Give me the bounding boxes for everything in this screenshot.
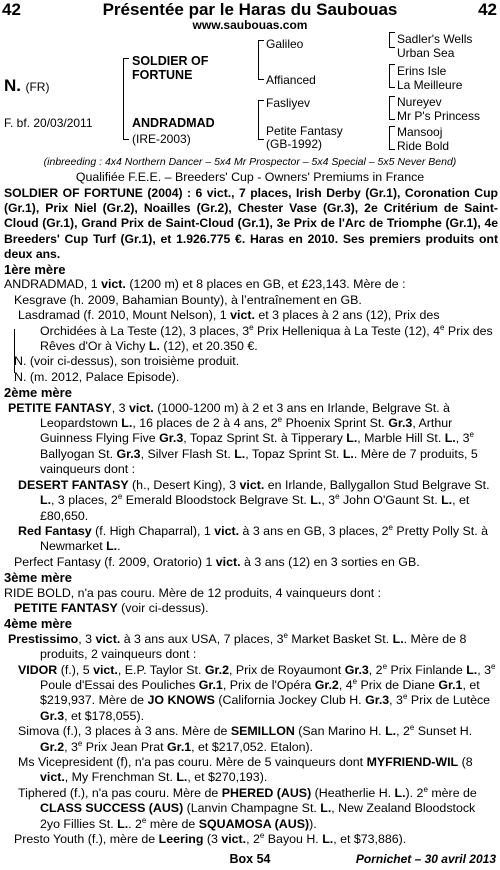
produce-ms-vicepresident: Ms Vicepresident (f), n'a pas couru. Mère de 5 vainqueurs dont MYFRIEND-WIL (8 vict., My Frenchman St. L., et $270,193). (18, 755, 473, 785)
produce-list-rule (14, 329, 15, 373)
pedigree-gp3: Fasliyev (266, 96, 311, 110)
horse-country: (FR) (25, 80, 50, 94)
pedigree-bracket-gg4 (389, 126, 395, 150)
pedigree-dam: ANDRADMAD (132, 116, 215, 130)
lot-number-right: 42 (478, 0, 497, 19)
pedigree-ggp-6: Mr P's Princess (397, 109, 480, 123)
produce-desert-fantasy: DESERT FANTASY (h., Desert King), 3 vict. en Irlande, Ballygallon Stud Belgrave St. L., 3 places, 2e Emerald Bloodstock Belgrave St. L., 3e John O'Gaunt St. L., et £80,650. (18, 477, 490, 523)
produce-kesgrave: Kesgrave (h. 2009, Bahamian Bounty), à l’entraînement en GB. (14, 292, 362, 307)
pedigree-bracket-dam (258, 100, 264, 140)
pedigree-gp1: Galileo (266, 37, 304, 51)
horse-name-block (4, 76, 49, 96)
pedigree-sire: SOLDIER OF FORTUNE (132, 54, 209, 82)
produce-n: N. (voir ci-dessus), son troisième produit. (14, 354, 240, 369)
pedigree-ggp-3: Erins Isle (397, 64, 447, 78)
pedigree-ggp-8: Ride Bold (397, 139, 450, 153)
produce-vidor: VIDOR (f.), 5 vict., E.P. Taylor St. Gr.2, Prix de Royaumont Gr.3, 2e Prix Finlande L., 3e Poule d'Essai des Pouliches Gr.1, Prix de l'Opéra Gr.2, 4e Prix de Diane Gr.1, et $219,937. Mère de JO KNOWS (California Jockey Club H. Gr.3, 3e Prix de Lutèce Gr.3, et $178,055). (18, 661, 496, 723)
pedigree-dam-origin: (IRE-2003) (132, 132, 191, 146)
website-url: www.saubouas.com (192, 18, 308, 32)
dam-1-record: ANDRADMAD, 1 vict. (1200 m) et 8 places en GB, et £23,143. Mère de : (4, 277, 406, 292)
pedigree-gp4: Petite Fantasy (GB-1992) (266, 124, 343, 151)
inbreeding-note: (inbreeding : 4x4 Northern Dancer – 5x4 Mr Prospector – 5x4 Special – 5x5 Never Bend) (43, 156, 457, 168)
dam-heading-4: 4ème mère (4, 616, 72, 632)
lot-number-left: 42 (2, 0, 21, 19)
pedigree-bracket-gg3 (389, 96, 395, 120)
dam-heading-3: 3ème mère (4, 570, 72, 586)
pedigree-ggp-2: Urban Sea (397, 46, 455, 60)
dam-2-record: PETITE FANTASY, 3 vict. (1000-1200 m) à 2 et 3 ans en Irlande, Belgrave St. à Leopardstown L., 16 places de 2 à 4 ans, 2e Phoenix Sprint St. Gr.3, Arthur Guinness Flying Five Gr.3, Topaz Sprint St. à Tipperary L., Marble Hill St. L., 3e Ballyogan St. Gr.3, Silver Flash St. L., Topaz Sprint St. L.. Mère de 7 produits, 5 vainqueurs dont : (8, 400, 478, 477)
dam-4-record: Prestissimo, 3 vict. à 3 ans aux USA, 7 places, 3e Market Basket St. L.. Mère de 8 produits, 2 vainqueurs dont : (8, 630, 467, 662)
produce-n-2012: N. (m. 2012, Palace Episode). (14, 369, 180, 384)
pedigree-ggp-5: Nureyev (397, 95, 442, 109)
produce-presto-youth: Presto Youth (f.), mère de Leering (3 vict., 2e Bayou H. L., et $73,886). (14, 830, 407, 847)
pedigree-ggp-7: Mansooj (397, 125, 443, 139)
produce-perfect-fantasy: Perfect Fantasy (f. 2009, Oratorio) 1 vict. à 3 ans (12) en 3 sorties en GB. (14, 554, 420, 569)
produce-petite-fantasy: PETITE FANTASY (voir ci-dessus). (14, 600, 209, 615)
sale-location-date: Pornichet – 30 avril 2013 (355, 852, 496, 866)
produce-lasdramad: Lasdramad (f. 2010, Mount Nelson), 1 vict. et 3 places à 2 ans (12), Prix des Orchidées à La Teste (12), 3 places, 3e Prix Helleniqua à La Teste (12), 4e Prix des Rêves d'Or à Vichy L. (12), et 20.350 €. (18, 308, 493, 354)
dam-heading-1: 1ère mère (4, 262, 66, 278)
pedigree-bracket-main (123, 58, 129, 140)
box-number: Box 54 (229, 852, 271, 866)
horse-name: N. (4, 76, 21, 95)
dam-3-record: RIDE BOLD, n'a pas couru. Mère de 12 produits, 4 vainqueurs dont : (4, 585, 382, 600)
pedigree-bracket-gg2 (389, 64, 395, 88)
page-title: Présentée par le Haras du Saubouas (102, 0, 398, 19)
produce-red-fantasy: Red Fantasy (f. High Chaparral), 1 vict. à 3 ans en GB, 3 places, 2e Pretty Polly St. à Newmarket L.. (18, 522, 489, 554)
horse-birth: F. bf. 20/03/2011 (4, 116, 93, 130)
produce-simova: Simova (f.), 3 places à 3 ans. Mère de SEMILLON (San Marino H. L., 2e Sunset H. Gr.2, 3e Prix Jean Prat Gr.1, et $217,052. Etalon). (18, 723, 473, 754)
catalogue-body (4, 186, 498, 847)
pedigree-ggp-1: Sadler's Wells (397, 32, 473, 46)
pedigree-bracket-gg1 (389, 32, 395, 48)
pedigree-gp2: Affianced (266, 73, 316, 87)
produce-tiphered: Tiphered (f.), n'a pas couru. Mère de PHERED (AUS) (Heatherlie H. L.). 2e mère de CLASS SUCCESS (AUS) (Lanvin Champagne St. L., New Zealand Bloodstock 2yo Fillies St. L.. 2e mère de SQUAMOSA (AUS)). (18, 784, 477, 831)
pedigree-bracket-sire (258, 40, 264, 80)
qualification-line: Qualifiée F.E.E. – Breeders' Cup - Owners' Premiums in France (75, 170, 425, 184)
sire-description: SOLDIER OF FORTUNE (2004) : 6 vict., 7 places, Irish Derby (Gr.1), Coronation Cup (Gr.1), Prix Niel (Gr.2), Noailles (Gr.2), Chester Vase (Gr.3), 2e Critérium de Saint-Cloud (Gr.1), Grand Prix de Saint-Cloud (Gr.1), 3e Prix de l'Arc de Triomphe (Gr.1), 4e Breeders' Cup Turf (Gr.1), et 1.926.775 €. Haras en 2010. Ses premiers produits ont deux ans. (4, 186, 498, 261)
dam-heading-2: 2ème mère (4, 385, 72, 401)
pedigree-ggp-4: La Meilleure (397, 78, 463, 92)
